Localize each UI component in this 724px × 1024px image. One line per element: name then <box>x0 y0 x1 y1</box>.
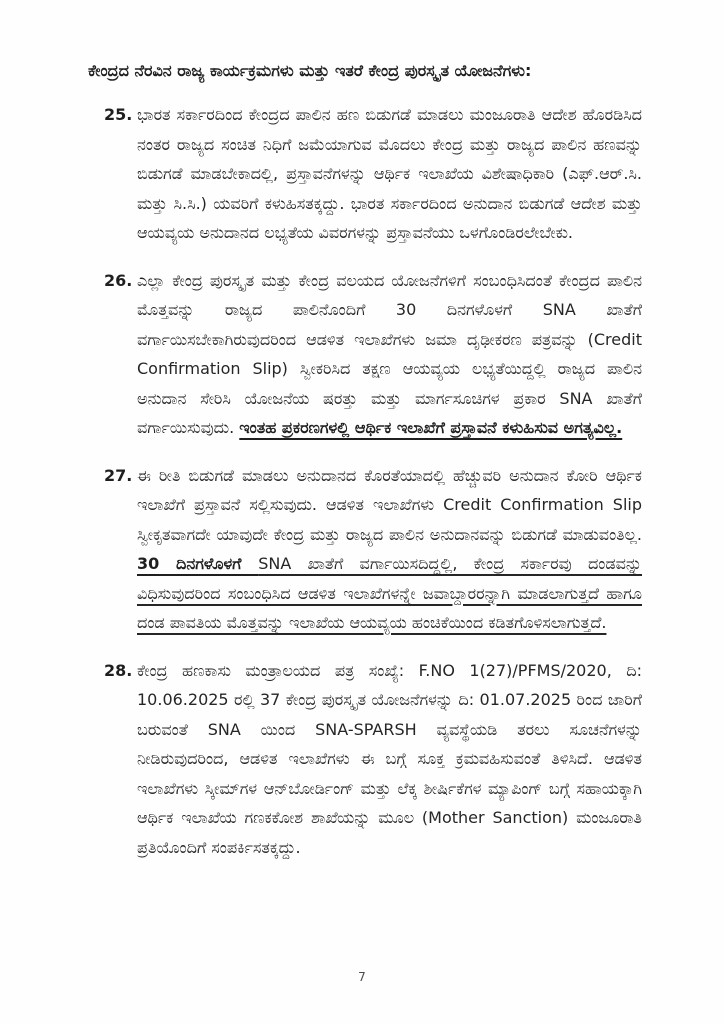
paragraph-25 <box>104 100 642 248</box>
paragraph-28-text: ಕೇಂದ್ರ ಹಣಕಾಸು ಮಂತ್ರಾಲಯದ ಪತ್ರ ಸಂಖ್ಯೆ: F.NO 1(27)/PFMS/2020, ದಿ: 10.06.2025 ರಲ್ಲಿ 37 ಕೇಂದ್ರ ಪುರಸ್ಕೃತ ಯೋಜನೆಗಳನ್ನು ದಿ: 01.07.2025 ರಿಂದ ಜಾರಿಗೆ ಬರುವಂತೆ SNA ಯಿಂದ SNA-SPARSH ವ್ಯವಸ್ಥೆಯಡಿ ತರಲು ಸೂಚನೆಗಳನ್ನು ನೀಡಿರುವುದರಿಂದ, ಆಡಳಿತ ಇಲಾಖೆಗಳು ಈ ಬಗ್ಗೆ ಸೂಕ್ತ ಕ್ರಮವಹಿಸುವಂತೆ ತಿಳಿಸಿದೆ. ಆಡಳಿತ ಇಲಾಖೆಗಳು ಸ್ಕೀಮ್‌ಗಳ ಆನ್‌ಬೋರ್ಡಿಂಗ್ ಮತ್ತು ಲೆಕ್ಕ ಶೀರ್ಷಿಕೆಗಳ ಮ್ಯಾಪಿಂಗ್ ಬಗ್ಗೆ ಸಹಾಯಕ್ಕಾಗಿ ಆರ್ಥಿಕ ಇಲಾಖೆಯ ಗಣಕಕೋಶ ಶಾಖೆಯನ್ನು ಮೂಲ (Mother Sanction) ಮಂಜೂರಾತಿ ಪ್ರತಿಯೊಂದಿಗೆ ಸಂಪರ್ಕಿಸತಕ್ಕದ್ದು. <box>137 660 642 857</box>
paragraph-26-text: ಎಲ್ಲಾ ಕೇಂದ್ರ ಪುರಸ್ಕೃತ ಮತ್ತು ಕೇಂದ್ರ ವಲಯದ ಯೋಜನೆಗಳಿಗೆ ಸಂಬಂಧಿಸಿದಂತೆ ಕೇಂದ್ರದ ಪಾಲಿನ ಮೊತ್ತವನ್ನು ರಾಜ್ಯದ ಪಾಲಿನೊಂದಿಗೆ 30 ದಿನಗಳೊಳಗೆ SNA ಖಾತೆಗೆ ವರ್ಗಾಯಿಸಬೇಕಾಗಿರುವುದರಿಂದ ಆಡಳಿತ ಇಲಾಖೆಗಳು ಜಮಾ ದೃಢೀಕರಣ ಪತ್ರವನ್ನು (Credit Confirmation Slip) ಸ್ವೀಕರಿಸಿದ ತಕ್ಷಣ ಆಯವ್ಯಯ ಲಭ್ಯತೆಯಿದ್ದಲ್ಲಿ ರಾಜ್ಯದ ಪಾಲಿನ ಅನುದಾನ ಸೇರಿಸಿ ಯೋಜನೆಯ ಷರತ್ತು ಮತ್ತು ಮಾರ್ಗಸೂಚಿಗಳ ಪ್ರಕಾರ SNA ಖಾತೆಗೆ ವರ್ಗಾಯಿಸುವುದು. <box>137 270 642 437</box>
paragraph-25-number: 25. <box>104 105 133 124</box>
paragraph-26 <box>104 266 642 443</box>
numbered-paragraph-list <box>88 100 642 862</box>
paragraph-28-number: 28. <box>104 660 133 680</box>
paragraph-25-text: ಭಾರತ ಸರ್ಕಾರದಿಂದ ಕೇಂದ್ರದ ಪಾಲಿನ ಹಣ ಬಿಡುಗಡೆ ಮಾಡಲು ಮಂಜೂರಾತಿ ಆದೇಶ ಹೊರಡಿಸಿದ ನಂತರ ರಾಜ್ಯದ ಸಂಚಿತ ನಿಧಿಗೆ ಜಮೆಯಾಗುವ ಮೊದಲು ಕೇಂದ್ರ ಮತ್ತು ರಾಜ್ಯದ ಪಾಲಿನ ಹಣವನ್ನು ಬಿಡುಗಡೆ ಮಾಡಬೇಕಾದಲ್ಲಿ, ಪ್ರಸ್ತಾವನೆಗಳನ್ನು ಆರ್ಥಿಕ ಇಲಾಖೆಯ ವಿಶೇಷಾಧಿಕಾರಿ (ಎಫ್.ಆರ್.ಸಿ. ಮತ್ತು ಸಿ.ಸಿ.) ಯವರಿಗೆ ಕಳುಹಿಸತಕ್ಕದ್ದು. ಭಾರತ ಸರ್ಕಾರದಿಂದ ಅನುದಾನ ಬಿಡುಗಡೆ ಆದೇಶ ಮತ್ತು ಆಯವ್ಯಯ ಅನುದಾನದ ಲಭ್ಯತೆಯ ವಿವರಗಳನ್ನು ಪ್ರಸ್ತಾವನೆಯು ಒಳಗೊಂಡಿರಲೇಬೇಕು. <box>137 105 642 242</box>
document-content <box>88 56 642 862</box>
paragraph-28 <box>104 656 642 863</box>
paragraph-27-text: ಈ ರೀತಿ ಬಿಡುಗಡೆ ಮಾಡಲು ಅನುದಾನದ ಕೊರತೆಯಾದಲ್ಲಿ ಹೆಚ್ಚುವರಿ ಅನುದಾನ ಕೋರಿ ಆರ್ಥಿಕ ಇಲಾಖೆಗೆ ಪ್ರಸ್ತಾವನೆ ಸಲ್ಲಿಸುವುದು. ಆಡಳಿತ ಇಲಾಖೆಗಳು Credit Confirmation Slip ಸ್ವೀಕೃತವಾಗದೇ ಯಾವುದೇ ಕೇಂದ್ರ ಮತ್ತು ರಾಜ್ಯದ ಪಾಲಿನ ಅನುದಾನವನ್ನು ಬಿಡುಗಡೆ ಮಾಡುವಂತಿಲ್ಲ. <box>137 465 642 544</box>
paragraph-27-emphasized-text: 30 ದಿನಗಳೊಳಗೆ <box>137 554 259 573</box>
paragraph-26-emphasized-text: ಇಂತಹ ಪ್ರಕರಣಗಳಲ್ಲಿ ಆರ್ಥಿಕ ಇಲಾಖೆಗೆ ಪ್ರಸ್ತಾವನೆ ಕಳುಹಿಸುವ ಅಗತ್ಯವಿಲ್ಲ. <box>239 418 623 437</box>
paragraph-26-number: 26. <box>104 270 133 290</box>
section-heading: ಕೇಂದ್ರದ ನೆರವಿನ ರಾಜ್ಯ ಕಾರ್ಯಕ್ರಮಗಳು ಮತ್ತು ಇತರೆ ಕೇಂದ್ರ ಪುರಸ್ಕೃತ ಯೋಜನೆಗಳು: <box>88 61 532 80</box>
paragraph-27 <box>104 461 642 638</box>
paragraph-27-underlined-text: SNA ಖಾತೆಗೆ ವರ್ಗಾಯಿಸದಿದ್ದಲ್ಲಿ, ಕೇಂದ್ರ ಸರ್ಕಾರವು ದಂಡವನ್ನು ವಿಧಿಸುವುದರಿಂದ ಸಂಬಂಧಿಸಿದ ಆಡಳಿತ ಇಲಾಖೆಗಳನ್ನೇ ಜವಾಬ್ದಾರರನ್ನಾಗಿ ಮಾಡಲಾಗುತ್ತದೆ ಹಾಗೂ ದಂಡ ಪಾವತಿಯ ಮೊತ್ತವನ್ನು ಇಲಾಖೆಯ ಆಯವ್ಯಯ ಹಂಚಿಕೆಯಿಂದ ಕಡಿತಗೊಳಿಸಲಾಗುತ್ತದೆ. <box>137 554 642 632</box>
paragraph-27-number: 27. <box>104 465 133 485</box>
page-number: 7 <box>358 970 366 984</box>
